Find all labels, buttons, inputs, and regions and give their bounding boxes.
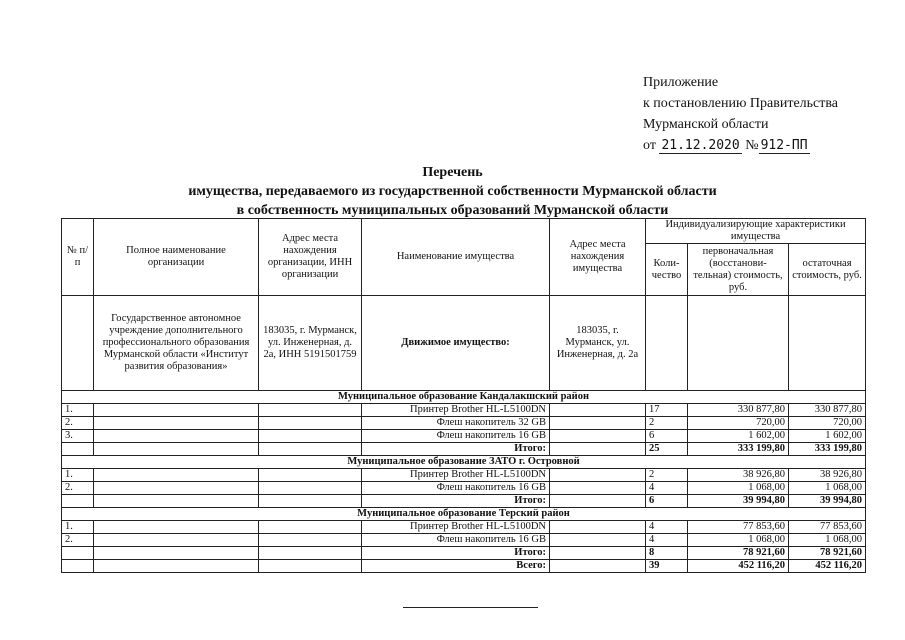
row-org-address-cell xyxy=(259,430,362,443)
table-row xyxy=(62,430,866,443)
total-address-cell xyxy=(550,443,646,456)
row-org-cell xyxy=(94,521,259,534)
total-row xyxy=(62,443,866,456)
row-org-cell xyxy=(94,417,259,430)
row-property-address-cell xyxy=(550,404,646,417)
total-row xyxy=(62,495,866,508)
appendix-block xyxy=(643,72,838,156)
row-property-address-cell xyxy=(550,430,646,443)
document-title xyxy=(0,163,905,220)
row-org-address-cell xyxy=(259,417,362,430)
total-initial-cost: 78 921,60 xyxy=(688,547,789,560)
total-row xyxy=(62,547,866,560)
appendix-line-2: к постановлению Правительства xyxy=(643,96,839,111)
row-property-name: Флеш накопитель 16 GB xyxy=(362,534,550,547)
row-org-address-cell xyxy=(259,521,362,534)
section-title: Муниципальное образование Кандалакшский район xyxy=(62,391,866,404)
table-body xyxy=(62,219,866,573)
row-num: 2. xyxy=(62,534,94,547)
row-org-address-cell xyxy=(259,482,362,495)
org-num-cell xyxy=(62,296,94,391)
row-property-name: Флеш накопитель 32 GB xyxy=(362,417,550,430)
table-row xyxy=(62,482,866,495)
org-residual-cell xyxy=(789,296,866,391)
row-org-address-cell xyxy=(259,534,362,547)
row-property-address-cell xyxy=(550,521,646,534)
grand-org-address-cell xyxy=(259,560,362,573)
row-initial-cost: 1 068,00 xyxy=(688,482,789,495)
row-property-name: Флеш накопитель 16 GB xyxy=(362,430,550,443)
resolution-number: 912-ПП xyxy=(760,138,808,153)
header-org-name: Полное наименование организации xyxy=(94,219,259,296)
date-prefix: от xyxy=(643,138,656,153)
total-initial-cost: 39 994,80 xyxy=(688,495,789,508)
row-num: 3. xyxy=(62,430,94,443)
table-row xyxy=(62,534,866,547)
total-num-cell xyxy=(62,547,94,560)
appendix-line-3: Мурманской области xyxy=(643,117,769,132)
row-residual-cost: 38 926,80 xyxy=(789,469,866,482)
title-line-2: имущества, передаваемого из государственной собственности Мурманской области xyxy=(188,184,717,199)
org-qty-cell xyxy=(646,296,688,391)
header-org-address: Адрес места нахождения организации, ИНН организации xyxy=(259,219,362,296)
row-residual-cost: 1 602,00 xyxy=(789,430,866,443)
grand-total-residual-cost: 452 116,20 xyxy=(789,560,866,573)
header-residual-cost: остаточная стоимость, руб. xyxy=(789,244,866,296)
grand-address-cell xyxy=(550,560,646,573)
row-qty: 4 xyxy=(646,521,688,534)
header-initial-cost: первоначальная (восстанови-тельная) стоимость, руб. xyxy=(688,244,789,296)
row-qty: 4 xyxy=(646,482,688,495)
grand-num-cell xyxy=(62,560,94,573)
row-qty: 17 xyxy=(646,404,688,417)
org-name: Государственное автономное учреждение дополнительного профессионального образования Мурманской области «Институт развития образования» xyxy=(94,296,259,391)
row-property-name: Флеш накопитель 16 GB xyxy=(362,482,550,495)
row-org-cell xyxy=(94,534,259,547)
total-residual-cost: 78 921,60 xyxy=(789,547,866,560)
total-label: Итого: xyxy=(362,495,550,508)
row-num: 1. xyxy=(62,469,94,482)
resolution-date: 21.12.2020 xyxy=(661,138,740,153)
row-org-cell xyxy=(94,404,259,417)
row-qty: 6 xyxy=(646,430,688,443)
row-org-cell xyxy=(94,430,259,443)
total-org-cell xyxy=(94,547,259,560)
property-table xyxy=(61,218,866,573)
total-address-cell xyxy=(550,495,646,508)
row-org-cell xyxy=(94,482,259,495)
row-residual-cost: 1 068,00 xyxy=(789,534,866,547)
total-qty: 8 xyxy=(646,547,688,560)
row-property-name: Принтер Brother HL-L5100DN xyxy=(362,404,550,417)
total-qty: 25 xyxy=(646,443,688,456)
row-qty: 4 xyxy=(646,534,688,547)
row-org-address-cell xyxy=(259,469,362,482)
row-property-address-cell xyxy=(550,534,646,547)
row-initial-cost: 330 877,80 xyxy=(688,404,789,417)
total-org-address-cell xyxy=(259,547,362,560)
header-property-address: Адрес места нахождения имущества xyxy=(550,219,646,296)
org-property-address: 183035, г. Мурманск, ул. Инженерная, д. 2а xyxy=(550,296,646,391)
grand-total-qty: 39 xyxy=(646,560,688,573)
header-num: № п/п xyxy=(62,219,94,296)
total-qty: 6 xyxy=(646,495,688,508)
table-row xyxy=(62,521,866,534)
org-initial-cell xyxy=(688,296,789,391)
grand-org-cell xyxy=(94,560,259,573)
row-qty: 2 xyxy=(646,469,688,482)
row-residual-cost: 720,00 xyxy=(789,417,866,430)
row-residual-cost: 330 877,80 xyxy=(789,404,866,417)
grand-total-label: Всего: xyxy=(362,560,550,573)
total-org-address-cell xyxy=(259,495,362,508)
row-residual-cost: 1 068,00 xyxy=(789,482,866,495)
row-num: 1. xyxy=(62,404,94,417)
section-row xyxy=(62,391,866,404)
grand-total-initial-cost: 452 116,20 xyxy=(688,560,789,573)
appendix-line-1: Приложение xyxy=(643,75,719,90)
row-num: 2. xyxy=(62,482,94,495)
table-row xyxy=(62,469,866,482)
header-qty: Коли-чество xyxy=(646,244,688,296)
section-row xyxy=(62,456,866,469)
row-property-name: Принтер Brother HL-L5100DN xyxy=(362,469,550,482)
title-line-1: Перечень xyxy=(422,165,483,180)
header-property-name: Наименование имущества xyxy=(362,219,550,296)
row-org-address-cell xyxy=(259,404,362,417)
row-initial-cost: 77 853,60 xyxy=(688,521,789,534)
total-label: Итого: xyxy=(362,547,550,560)
grand-total-row xyxy=(62,560,866,573)
total-label: Итого: xyxy=(362,443,550,456)
header-individual: Индивидуализирующие характеристики имущества xyxy=(646,219,866,244)
total-org-cell xyxy=(94,495,259,508)
row-qty: 2 xyxy=(646,417,688,430)
row-num: 2. xyxy=(62,417,94,430)
number-prefix: № xyxy=(745,138,759,153)
row-property-name: Принтер Brother HL-L5100DN xyxy=(362,521,550,534)
total-initial-cost: 333 199,80 xyxy=(688,443,789,456)
section-title: Муниципальное образование ЗАТО г. Островной xyxy=(62,456,866,469)
total-num-cell xyxy=(62,495,94,508)
table-row xyxy=(62,417,866,430)
total-org-cell xyxy=(94,443,259,456)
row-property-address-cell xyxy=(550,417,646,430)
org-property: Движимое имущество: xyxy=(362,296,550,391)
row-property-address-cell xyxy=(550,482,646,495)
section-row xyxy=(62,508,866,521)
table-row xyxy=(62,404,866,417)
total-residual-cost: 333 199,80 xyxy=(789,443,866,456)
row-property-address-cell xyxy=(550,469,646,482)
row-initial-cost: 1 068,00 xyxy=(688,534,789,547)
row-initial-cost: 38 926,80 xyxy=(688,469,789,482)
org-address: 183035, г. Мурманск, ул. Инженерная, д. 2а, ИНН 5191501759 xyxy=(259,296,362,391)
row-num: 1. xyxy=(62,521,94,534)
total-address-cell xyxy=(550,547,646,560)
total-org-address-cell xyxy=(259,443,362,456)
row-residual-cost: 77 853,60 xyxy=(789,521,866,534)
total-residual-cost: 39 994,80 xyxy=(789,495,866,508)
row-initial-cost: 1 602,00 xyxy=(688,430,789,443)
appendix-date-line xyxy=(643,135,838,156)
row-initial-cost: 720,00 xyxy=(688,417,789,430)
total-num-cell xyxy=(62,443,94,456)
row-org-cell xyxy=(94,469,259,482)
title-line-3: в собственность муниципальных образований Мурманской области xyxy=(236,203,669,218)
section-title: Муниципальное образование Терский район xyxy=(62,508,866,521)
footer-divider xyxy=(403,607,538,608)
org-row xyxy=(62,296,866,391)
